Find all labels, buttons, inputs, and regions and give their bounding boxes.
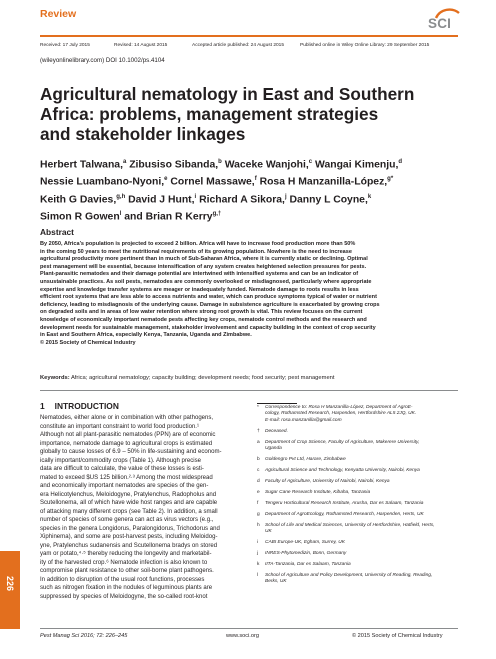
- body-line: ity of the harvested crop.⁶ Nematode infection is also known to: [40, 559, 208, 566]
- body-line: Scutellonema, all of which have wide host ranges and are capable: [40, 500, 218, 506]
- author-affiliation: l: [119, 211, 122, 218]
- author-affiliation: c: [308, 159, 313, 165]
- body-line: species in the genera Longidorus, Paralongidorus, Trichodorus and: [40, 525, 220, 532]
- article-title: [40, 84, 460, 144]
- body-line: globally to cause losses of 6.9 – 50% in life-sustaining and econom-: [40, 449, 222, 455]
- keywords-text: Africa; agricultural nematology; capacity building; development needs; food security; pest management: [70, 375, 335, 381]
- footnote-text: [265, 501, 459, 507]
- body-line: number of species of some genera can act as virus vectors (e.g.,: [40, 517, 214, 523]
- footnote-line: Tengeru Horticultural Research Institute, Arusha, Dar es Salaam, Tanzania: [265, 501, 424, 506]
- footnote-line: CABI Europe-UK, Egham, Surrey, UK: [265, 540, 345, 545]
- author-line: [40, 207, 460, 224]
- footnote-line: Department of AgroEcology, Rothamsted Research, Harpenden, Herts, UK: [265, 512, 424, 517]
- abstract-line: agricultural productivity more pertinent than in much of Sub-Saharan Africa, where it is currently static or declining. Optimal: [40, 256, 368, 263]
- section-heading: [40, 401, 119, 411]
- body-line: yam or potato,⁴·⁵ thereby reducing the longevity and marketabil-: [40, 551, 212, 557]
- footnote-mark: f: [257, 501, 259, 506]
- author-line: [40, 190, 460, 207]
- body-line: data are difficult to calculate, the value of these losses is esti-: [40, 466, 204, 472]
- author-name: and Brian R Kerry: [124, 211, 213, 223]
- footnote-text: [265, 405, 459, 424]
- author-name: Nessie Luambano-Nyoni,: [40, 176, 165, 188]
- keywords: [40, 375, 458, 381]
- author-affiliation: j: [284, 193, 287, 200]
- author-affiliation: f: [254, 176, 257, 183]
- footnote-text: [265, 440, 459, 453]
- footer-rule: [40, 628, 458, 629]
- introduction-body: [40, 414, 246, 601]
- author-name: Waceke Wanjohi,: [224, 159, 309, 171]
- footnote-line: Sugar Cane Research Institute, Kibaha, Tanzania: [265, 490, 371, 495]
- footnote-mark: j: [257, 551, 259, 556]
- footnote-text: [265, 523, 459, 536]
- footnote-line: cology, Rothamsted Research, Harpenden, Hertfordshire AL5 2JQ, UK.: [265, 411, 417, 417]
- abstract-line: unsustainable practices. As soil pests, nematodes are commonly overlooked or misdiagnosed, particularly where appropriate: [40, 278, 372, 285]
- abstract-body: [40, 241, 458, 347]
- author-affiliation: e: [164, 176, 168, 183]
- footnote-email[interactable]: E-mail: rosa.manzanilla@gmail.com: [265, 417, 342, 423]
- abstract-line: expertise and knowledge transfer systems are meager or inadequately funded. Nematode damage to roots results in less: [40, 286, 359, 293]
- abstract-line: deficiency, leading to misdiagnosis of the underlying cause. Damage in subsistence agriculture is exacerbated by growing crops: [40, 301, 380, 308]
- author-name: Danny L Coyne,: [289, 194, 368, 206]
- keywords-label: Keywords:: [40, 375, 70, 381]
- body-line: importance, nematode damage to agricultural crops is estimated: [40, 440, 213, 447]
- footnote-text: [265, 490, 459, 496]
- body-line: ically important/commodity crops (Table 1). Although precise: [40, 457, 201, 464]
- author-affiliation: i: [194, 193, 197, 200]
- footer-url[interactable]: www.soci.org: [226, 633, 259, 639]
- body-line: Xiphinema), and some are post-harvest pests, including Meloidog-: [40, 534, 218, 540]
- footnote-text: [265, 573, 459, 586]
- section-title: INTRODUCTION: [54, 401, 119, 411]
- footnote-text: [265, 457, 459, 463]
- page-number: 226: [5, 576, 15, 592]
- author-affiliation: g*: [387, 176, 394, 183]
- footnote-line: School of Agriculture and Policy Development, University of Reading, Reading,: [265, 573, 433, 578]
- abstract-line: in the coming 50 years to meet the nutritional requirements of its growing population. Nowhere is the need to increase: [40, 248, 352, 255]
- footnote-mark: i: [257, 540, 259, 545]
- body-line: compromise plant resistance to other soil-borne plant pathogens.: [40, 568, 214, 574]
- abstract-line: on degraded soils and in areas of low water retention where strong root growth is vital. This review focuses on the current: [40, 309, 363, 316]
- date-published: Published online in Wiley Online Library: 29 September 2015: [300, 43, 430, 48]
- footnote-line: UK: [265, 529, 272, 535]
- body-line: suppressed by species of Meloidogyne, the so-called root-knot: [40, 593, 208, 600]
- author-name: David J Hunt,: [128, 194, 195, 206]
- footnote-text: [265, 479, 459, 485]
- date-revised: Revised: 14 August 2015: [114, 43, 168, 48]
- footnote-line: Correspondence to: Rosa H Manzanilla-López, Department of AgroE-: [265, 405, 413, 410]
- footnote-text: [265, 540, 459, 546]
- footnote-mark: l: [257, 573, 259, 578]
- abstract-line: Plant-parasitic nematodes and their damage potential are intertwined with intensified systems and can be an indicator of: [40, 271, 359, 278]
- doi-line[interactable]: (wileyonlinelibrary.com) DOI 10.1002/ps.4104: [40, 57, 165, 64]
- section-number: 1: [40, 401, 45, 411]
- footnote-line: School of Life and Medical Sciences, University of Hertfordshire, Hatfield, Herts,: [265, 523, 435, 528]
- footnote-line: Faculty of Agriculture, University of Nairobi, Nairobi, Kenya: [265, 479, 390, 484]
- abstract-line: © 2015 Society of Chemical Industry: [40, 339, 136, 346]
- body-line: In addition to disruption of the usual root functions, processes: [40, 576, 205, 583]
- footnote-mark: b: [257, 457, 260, 462]
- body-line: yne, Pratylenchus sudanensis and Scutellonema bradys on stored: [40, 542, 218, 549]
- footnote-text: [265, 562, 459, 568]
- author-affiliation: a: [122, 159, 127, 165]
- footnote-line: INRES-Phytomedizin, Bonn, Germany: [265, 551, 347, 556]
- footnote-mark: h: [257, 523, 260, 528]
- footnote-mark: g: [257, 512, 260, 517]
- abstract-line: efficient root systems that are less able to access nutrients and water, which can produce symptoms typical of water or nutrient: [40, 294, 377, 301]
- body-line: and economically important nematodes are species of the gen-: [40, 483, 209, 489]
- title-line: and stakeholder linkages: [40, 124, 246, 144]
- abstract-heading: Abstract: [40, 227, 74, 237]
- author-affiliation: b: [218, 159, 222, 165]
- keywords-rule: [40, 390, 458, 391]
- author-affiliation: k: [367, 193, 372, 200]
- footnote-mark: *: [257, 405, 259, 410]
- author-line: [40, 172, 460, 189]
- author-name: Herbert Talwana,: [40, 159, 123, 171]
- title-line: Agricultural nematology in East and Southern: [40, 84, 415, 104]
- date-received: Received: 17 July 2015: [40, 43, 90, 48]
- footnote-line: IITA-Tanzania, Dar es Salaam, Tanzania: [265, 562, 351, 567]
- author-name: Rosa H Manzanilla-López,: [259, 176, 388, 188]
- body-line: constitute an important constraint to world food production.¹: [40, 423, 199, 430]
- author-name: Richard A Sikora,: [199, 194, 285, 206]
- abstract-line: in East and Southern Africa, especially Kenya, Tanzania, Uganda and Zimbabwe.: [40, 332, 252, 339]
- author-name: Simon R Gowen: [40, 211, 120, 223]
- body-line: era Helicotylenchus, Meloidogyne, Pratylenchus, Radopholus and: [40, 491, 217, 498]
- body-line: such as nitrogen fixation in the nodules of leguminous plants are: [40, 585, 213, 591]
- footnote-mark: a: [257, 440, 260, 445]
- journal-citation: Pest Manag Sci 2016; 72: 226–245: [40, 633, 128, 639]
- footnote-line: Department of Crop Science, Faculty of Agriculture, Makerere University,: [265, 440, 420, 445]
- footnote-mark: k: [257, 562, 260, 567]
- footnote-mark: c: [257, 468, 260, 473]
- abstract-line: development needs for sustainable management, stakeholder involvement and capacity building in the context of crop security: [40, 324, 376, 331]
- footnote-text: [265, 551, 459, 557]
- author-line: [40, 155, 460, 172]
- author-name: Keith G Davies,: [40, 194, 117, 206]
- footnote-mark: e: [257, 490, 260, 495]
- author-name: Cornel Massawe,: [170, 176, 255, 188]
- body-line: of attacking many different crops (see Table 2). In addition, a small: [40, 508, 218, 515]
- section-label: Review: [40, 8, 77, 20]
- date-accepted: Accepted article published: 24 August 2015: [192, 43, 285, 48]
- title-line: Africa: problems, management strategies: [40, 104, 379, 124]
- author-affiliation: g,h: [116, 193, 126, 200]
- sci-logo: [428, 7, 460, 31]
- footnote-mark: d: [257, 479, 260, 484]
- footnote-rule: [257, 403, 297, 404]
- footnote-line: Deceased.: [265, 429, 288, 434]
- author-list: [40, 155, 460, 225]
- body-line: Although not all plant-parasitic nematodes (PPN) are of economic: [40, 432, 216, 438]
- header-rule: [40, 35, 458, 37]
- abstract-line: By 2050, Africa’s population is projected to exceed 2 billion. Africa will have to increase food production more than 50%: [40, 241, 356, 247]
- footnote-line: Uganda: [265, 446, 282, 452]
- footnote-text: [265, 468, 459, 474]
- author-name: Wangai Kimenju,: [315, 159, 399, 171]
- author-affiliation: d: [398, 159, 403, 165]
- body-line: mated to exceed $US 125 billion.²·³ Among the most widespread: [40, 474, 213, 481]
- author-affiliation: g,†: [212, 211, 222, 218]
- footnote-line: Agricultural Science and Technology, Kenyatta University, Nairobi, Kenya: [265, 468, 420, 473]
- footnote-text: [265, 512, 459, 518]
- author-name: Zibusiso Sibanda,: [129, 159, 219, 171]
- abstract-line: pest management will be essential, because intensification of any system creates heightened selection pressures for pests.: [40, 263, 367, 270]
- abstract-line: knowledge of economically important nematode pests affecting key crops, nematode control methods and the research and: [40, 316, 367, 323]
- body-line: Nematodes, either alone or in combination with other pathogens,: [40, 415, 214, 421]
- footnote-line: Goldengro Pvt Ltd, Harare, Zimbabwe: [265, 457, 346, 462]
- sci-logo-text: SCI: [428, 16, 452, 31]
- footnote-text: [265, 429, 459, 435]
- footnote-line: Berks, UK: [265, 579, 287, 585]
- footer-copyright: © 2015 Society of Chemical Industry: [352, 633, 443, 639]
- footnote-mark: †: [257, 429, 260, 434]
